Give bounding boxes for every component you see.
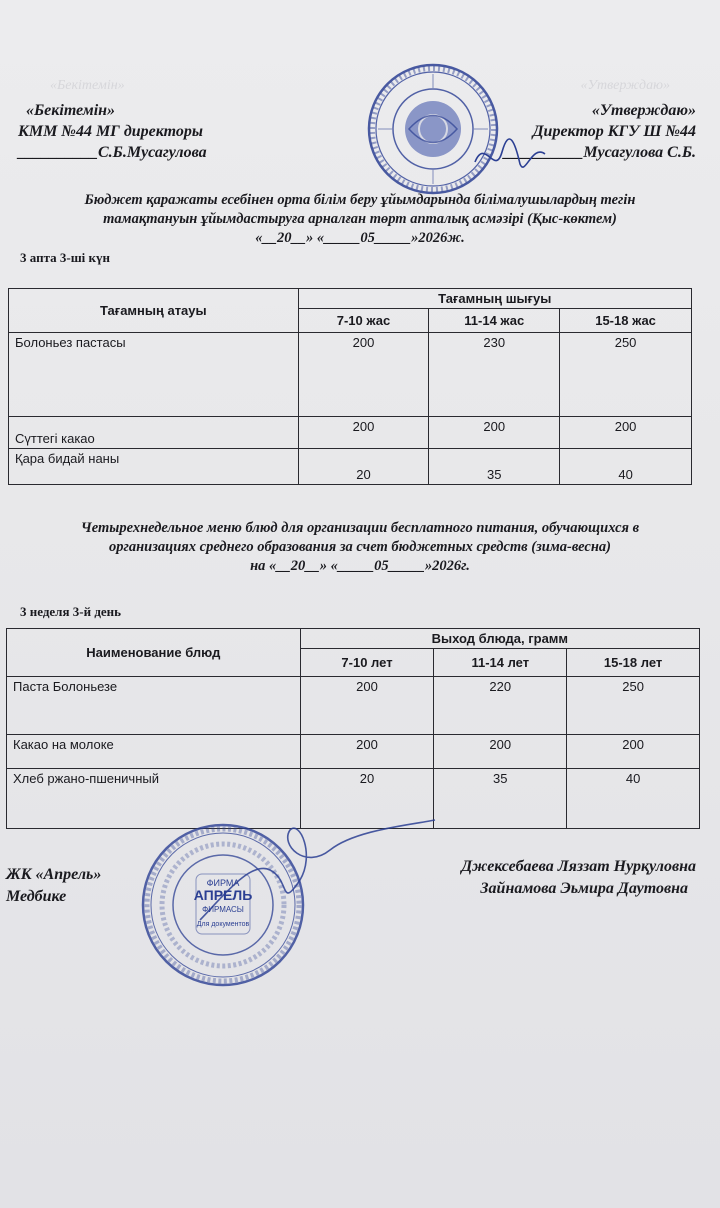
director-sign-kz: __________С.Б.Мусагулова (18, 144, 207, 161)
director-position-kz: КММ №44 МГ директоры (18, 123, 204, 140)
ru-title-line2: организациях среднего образования за счет бюджетных средств (зима-весна) (109, 539, 611, 555)
ru-col-name-header: Наименование блюд (7, 629, 301, 677)
table-row (7, 735, 700, 769)
ru-menu-table (6, 628, 700, 829)
ru-age-header: 7-10 лет (300, 649, 434, 677)
kz-date: «__20__» «_____05_____»2026ж. (255, 230, 465, 246)
kz-title-line2: тамақтануын ұйымдастыруға арналған төрт апталық асмәзірі (Қыс-көктем) (103, 211, 617, 227)
footer-left (6, 864, 101, 908)
director-signature (470, 132, 550, 182)
bleed-through-text: «Бекітемін» «Утверждаю» (50, 78, 670, 93)
approve-kz: «Бекітемін» (26, 102, 116, 119)
kz-col-name-header: Тағамның атауы (9, 289, 299, 333)
footer-right (461, 856, 696, 900)
table-row (9, 449, 692, 485)
approve-ru: «Утверждаю» (591, 102, 696, 119)
portion-value: 200 (567, 735, 700, 769)
nurse-role: Медбике (6, 888, 67, 905)
director-sign-ru: __________Мусагулова С.Б. (503, 144, 696, 161)
ru-col-output-header: Выход блюда, грамм (300, 629, 699, 649)
signer-name-1: Джексебаева Ляззат Нурқуловна (461, 858, 696, 875)
portion-value: 35 (434, 769, 567, 829)
kz-col-output-header: Тағамның шығуы (298, 289, 691, 309)
portion-value: 40 (560, 449, 692, 485)
kz-age-header: 11-14 жас (429, 309, 560, 333)
portion-value: 20 (300, 769, 434, 829)
nurse-signature (180, 800, 450, 930)
kz-age-header: 7-10 жас (298, 309, 429, 333)
ru-day-label: 3 неделя 3-й день (20, 604, 122, 619)
kz-title (0, 191, 720, 248)
table-row (7, 677, 700, 735)
portion-value: 250 (560, 333, 692, 417)
portion-value: 200 (298, 333, 429, 417)
dish-name: Хлеб ржано-пшеничный (7, 769, 301, 829)
table-row (9, 417, 692, 449)
ru-title-line1: Четырехнедельное меню блюд для организации бесплатного питания, обучающихся в (80, 520, 640, 536)
stamp-text-top: ФИРМА (206, 878, 240, 888)
director-position-ru: Директор КГУ Ш №44 (532, 123, 696, 140)
ru-age-header: 15-18 лет (567, 649, 700, 677)
portion-value: 200 (298, 417, 429, 449)
portion-value: 220 (434, 677, 567, 735)
stamp-text-note: Для документов (196, 921, 250, 928)
table-row (9, 333, 692, 417)
portion-value: 250 (567, 677, 700, 735)
dish-name: Қара бидай наны (9, 449, 299, 485)
portion-value: 200 (429, 417, 560, 449)
ru-date: на «__20__» «_____05_____»2026г. (250, 558, 470, 574)
dish-name: Какао на молоке (7, 735, 301, 769)
portion-value: 230 (429, 333, 560, 417)
dish-name: Паста Болоньезе (7, 677, 301, 735)
portion-value: 200 (560, 417, 692, 449)
dish-name: Сүттегі какао (9, 417, 299, 449)
stamp-text-main: АПРЕЛЬ (193, 887, 253, 903)
portion-value: 35 (429, 449, 560, 485)
portion-value: 20 (298, 449, 429, 485)
signer-name-2: Зайнамова Эьмира Даутовна (480, 880, 688, 897)
kz-menu-table (8, 288, 692, 485)
stamp-text-sub: ФИРМАСЫ (202, 905, 244, 914)
ru-age-header: 11-14 лет (434, 649, 567, 677)
company-name: ЖК «Апрель» (6, 866, 102, 883)
approval-left (18, 100, 207, 163)
ru-title (0, 519, 720, 576)
portion-value: 40 (567, 769, 700, 829)
portion-value: 200 (434, 735, 567, 769)
dish-name: Болоньез пастасы (9, 333, 299, 417)
kz-title-line1: Бюджет қаражаты есебінен орта білім беру ұйымдарында білімалушылардың тегін (84, 192, 636, 208)
kz-day-label: 3 апта 3-ші күн (20, 250, 111, 265)
portion-value: 200 (300, 735, 434, 769)
portion-value: 200 (300, 677, 434, 735)
kz-age-header: 15-18 жас (560, 309, 692, 333)
